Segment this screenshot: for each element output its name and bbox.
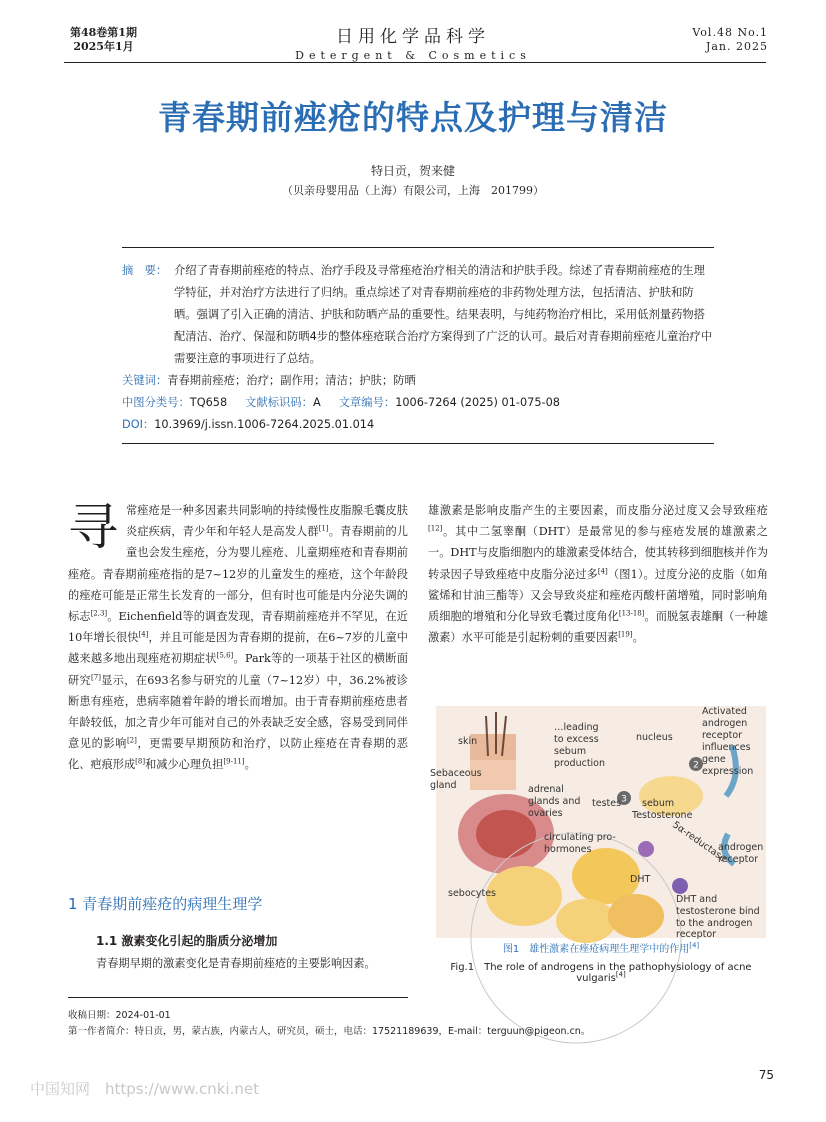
article-number-label: 文章编号： [338, 396, 396, 409]
abstract-bottom-rule [122, 443, 714, 444]
page-number: 75 [758, 1068, 774, 1082]
abstract-text: 介绍了青春期前痤疮的特点、治疗手段及寻常痤疮治疗相关的清洁和护肤手段。综述了青春期前痤疮的生理学特征，并对治疗方法进行了归纳。重点综述了对青春期前痤疮的非药物处理方法，包括清洁、护肤和防晒。强调了引入正确的清洁、护肤和防晒产品的重要性。结果表明，与纯药物治疗相比，采用低剂量药物搭配清洁、治疗、保湿和防晒4步的整体痤疮联合治疗方案得到了广泛的认可。最后对青春期前痤疮儿童治疗中需要注意的事项进行了总结。 [174, 264, 713, 365]
label-glands-and: glands and [528, 796, 581, 807]
label-hormones: hormones [544, 844, 592, 855]
citation[interactable]: [4] [138, 630, 149, 639]
body-text: 。而脱氢表雄酮（一种雄激素）水平可能是引起粉刺的重要因素 [428, 610, 768, 645]
date-en: Jan. 2025 [705, 40, 768, 53]
citation[interactable]: [7] [91, 672, 101, 681]
sebocyte [608, 894, 664, 938]
volume-cn: 第48卷第1期 [70, 26, 137, 39]
intro-text: 和减少心理负担 [145, 758, 224, 772]
figure-1-caption-cn [436, 940, 766, 955]
label-receptor-b: receptor [676, 929, 717, 940]
abstract-top-rule [122, 247, 714, 248]
label-androgen-receptor: androgen [718, 842, 764, 853]
caption-cn-text: 图1 雄性激素在痤疮病理生理学中的作用 [502, 944, 690, 955]
label-activated: Activated [702, 706, 747, 717]
doi-value: 10.3969/j.issn.1006-7264.2025.01.014 [154, 418, 375, 431]
journal-name [250, 22, 576, 62]
label-adrenal: adrenal [528, 784, 564, 795]
androgen-molecule [638, 841, 654, 857]
intro-text: 常痤疮是一种多因素共同影响的持续慢性皮脂腺毛囊皮肤炎症疾病，青少年和年轻人是高发人群 [126, 504, 408, 539]
keywords-label: 关键词： [122, 374, 168, 387]
sebaceous-gland-core [476, 810, 536, 858]
citation[interactable]: [2,3] [90, 609, 108, 618]
volume-issue-en [692, 26, 768, 54]
label-circulating: circulating pro- [544, 832, 616, 843]
article-authors: 特日贡，贺来健 [370, 164, 455, 178]
section-1-1-text: 青春期早期的激素变化是青春期前痤疮的主要影响因素。 [96, 957, 376, 970]
section-1-heading: 1 青春期前痤疮的病理生理学 [68, 895, 263, 913]
citation[interactable]: [4] [689, 941, 700, 950]
citation[interactable]: [2] [126, 736, 137, 745]
citation[interactable]: [9-11] [223, 757, 245, 766]
volume-en: Vol.48 No.1 [692, 26, 768, 39]
label-testosterone: Testosterone [632, 810, 693, 821]
dht-molecule [672, 878, 688, 894]
doi-label: DOI： [122, 418, 155, 431]
sebocyte [556, 899, 616, 943]
keywords-text: 青春期前痤疮；治疗；副作用；清洁；护肤；防晒 [167, 374, 416, 387]
figure-1 [430, 706, 766, 940]
doc-code-value: A [312, 396, 321, 409]
label-skin: skin [458, 736, 478, 747]
clc-label: 中图分类号： [122, 396, 190, 409]
label-ovaries: ovaries [528, 808, 563, 819]
classification-row [122, 392, 714, 414]
label-testosterone-bind: testosterone bind [676, 906, 760, 917]
header-rule [64, 62, 766, 63]
doc-code-label: 文献标识码： [245, 396, 313, 409]
label-dht-and: DHT and [676, 894, 718, 905]
label-5a-reductase: 5α-reductase [670, 819, 729, 865]
label-sebaceous: Sebaceous [430, 768, 482, 779]
label-expression: expression [702, 766, 754, 777]
section-1-1-paragraph [428, 500, 768, 648]
label-gene: gene [702, 754, 726, 765]
label-androgen: androgen [702, 718, 748, 729]
label-receptor-r: receptor [718, 854, 759, 865]
clc-value: TQ658 [189, 396, 228, 409]
label-sebum-testosterone: sebum [642, 798, 675, 809]
figure-1-illustration [430, 706, 766, 940]
label-sebum: sebum [554, 746, 587, 757]
date-cn: 2025年1月 [73, 40, 134, 53]
intro-text: 显示，在693名参与研究的儿童（7~12岁）中，36.2%被诊断患有痤疮，患病率随着年龄的增长而增加。由于青春期前痤疮患者年龄较低，加之青少年可能对自己的外表缺乏安全感，容易受到同伴意见的影响 [68, 673, 408, 751]
label-nucleus: nucleus [636, 732, 673, 743]
intro-text: ，并且可能是因为青春期的提前，在6~7岁的儿童中越来越多地出现痤疮初期症状 [68, 631, 408, 666]
section-1-1-heading: 1.1 激素变化引起的脂质分泌增加 [96, 934, 278, 948]
citation[interactable]: [5,6] [216, 651, 234, 660]
label-testes: testes [592, 798, 622, 809]
label-gland: gland [430, 780, 457, 791]
abstract-row [122, 260, 714, 370]
sebocyte [486, 866, 562, 926]
citation[interactable]: [8] [135, 757, 146, 766]
label-sebocytes: sebocytes [448, 888, 497, 899]
abstract-block [122, 260, 714, 436]
citation[interactable]: [12] [428, 524, 443, 533]
intro-text: 。青春期前的儿童也会发生痤疮，分为婴儿痤疮、儿童期痤疮和青春期前痤疮。青春期前痤疮指的是7~12岁的儿童发生的痤疮，这个年龄段的痤疮可能是正常生长发育的一部分，但有时也可能是内分泌失调的标志 [68, 525, 408, 624]
cnki-watermark: 中国知网 https://www.cnki.net [30, 1080, 259, 1098]
article-title: 青春期前痤疮的特点及护理与清洁 [158, 98, 668, 137]
article-affiliation: （贝亲母婴用品（上海）有限公司，上海 201799） [282, 184, 544, 197]
label-receptor: receptor [702, 730, 743, 741]
intro-text: 。 [244, 758, 256, 772]
author-bio: 第一作者简介：特日贡，男，蒙古族，内蒙古人，研究员，硕士，电话：17521189639，E-mail：terguun@pigeon.cn。 [68, 1026, 591, 1037]
volume-issue-cn [70, 26, 137, 54]
label-to-excess: to excess [554, 734, 599, 745]
body-text: 。 [632, 631, 644, 645]
received-date: 收稿日期：2024-01-01 [68, 1010, 171, 1021]
body-text: 。其中二氢睾酮（DHT）是最常见的参与痤疮发展的雄激素之一。DHT与皮脂细胞内的雄激素受体结合，使其转移到细胞核并作为转录因子导致痤疮中皮脂分泌过多 [428, 525, 768, 581]
label-production: production [554, 758, 606, 769]
step-3-number: 3 [621, 794, 627, 805]
body-text: 雄激素是影响皮脂产生的主要因素，而皮脂分泌过度又会导致痤疮 [428, 504, 768, 517]
intro-paragraph [68, 500, 408, 776]
footnote-rule [68, 997, 408, 998]
doi-row [122, 414, 714, 436]
article-number-value: 1006-7264 (2025) 01-075-08 [395, 396, 560, 409]
label-leading: …leading [554, 722, 599, 733]
label-dht: DHT [630, 874, 651, 885]
journal-name-cn: 日用化学品科学 [336, 27, 490, 47]
figure-1-caption-en [436, 958, 766, 984]
intro-text: 。Eichenfield等的调查发现，青春期前痤疮并不罕见，在近10年增长很快 [68, 610, 408, 645]
label-to-the-androgen: to the androgen [676, 918, 753, 929]
citation[interactable]: [19] [618, 630, 633, 639]
keywords-row [122, 370, 714, 392]
journal-name-en: Detergent & Cosmetics [295, 49, 531, 62]
step-2-number: 2 [693, 760, 699, 771]
citation[interactable]: [4] [615, 970, 626, 979]
dropcap: 寻 [68, 498, 118, 556]
intro-text: ，更需要早期预防和治疗，以防止痤疮在青春期的恶化、疤痕形成 [68, 737, 408, 772]
caption-en-text: Fig.1 The role of androgens in the pathophysiology of acne vulgaris [450, 962, 752, 984]
abstract-label: 摘 要： [122, 264, 168, 277]
label-influences: influences [702, 742, 751, 753]
citation[interactable]: [4] [597, 566, 608, 575]
footnote [68, 1008, 590, 1040]
body-text: （图1）。过度分泌的皮脂（如角鲨烯和甘油三酯等）又会导致炎症和痤疮丙酸杆菌增殖，同时影响角质细胞的增殖和分化导致毛囊过度角化 [428, 567, 768, 624]
citation[interactable]: [1] [318, 524, 329, 533]
intro-text: 。Park等的一项基于社区的横断面研究 [68, 652, 408, 687]
citation[interactable]: [13-18] [618, 609, 645, 618]
